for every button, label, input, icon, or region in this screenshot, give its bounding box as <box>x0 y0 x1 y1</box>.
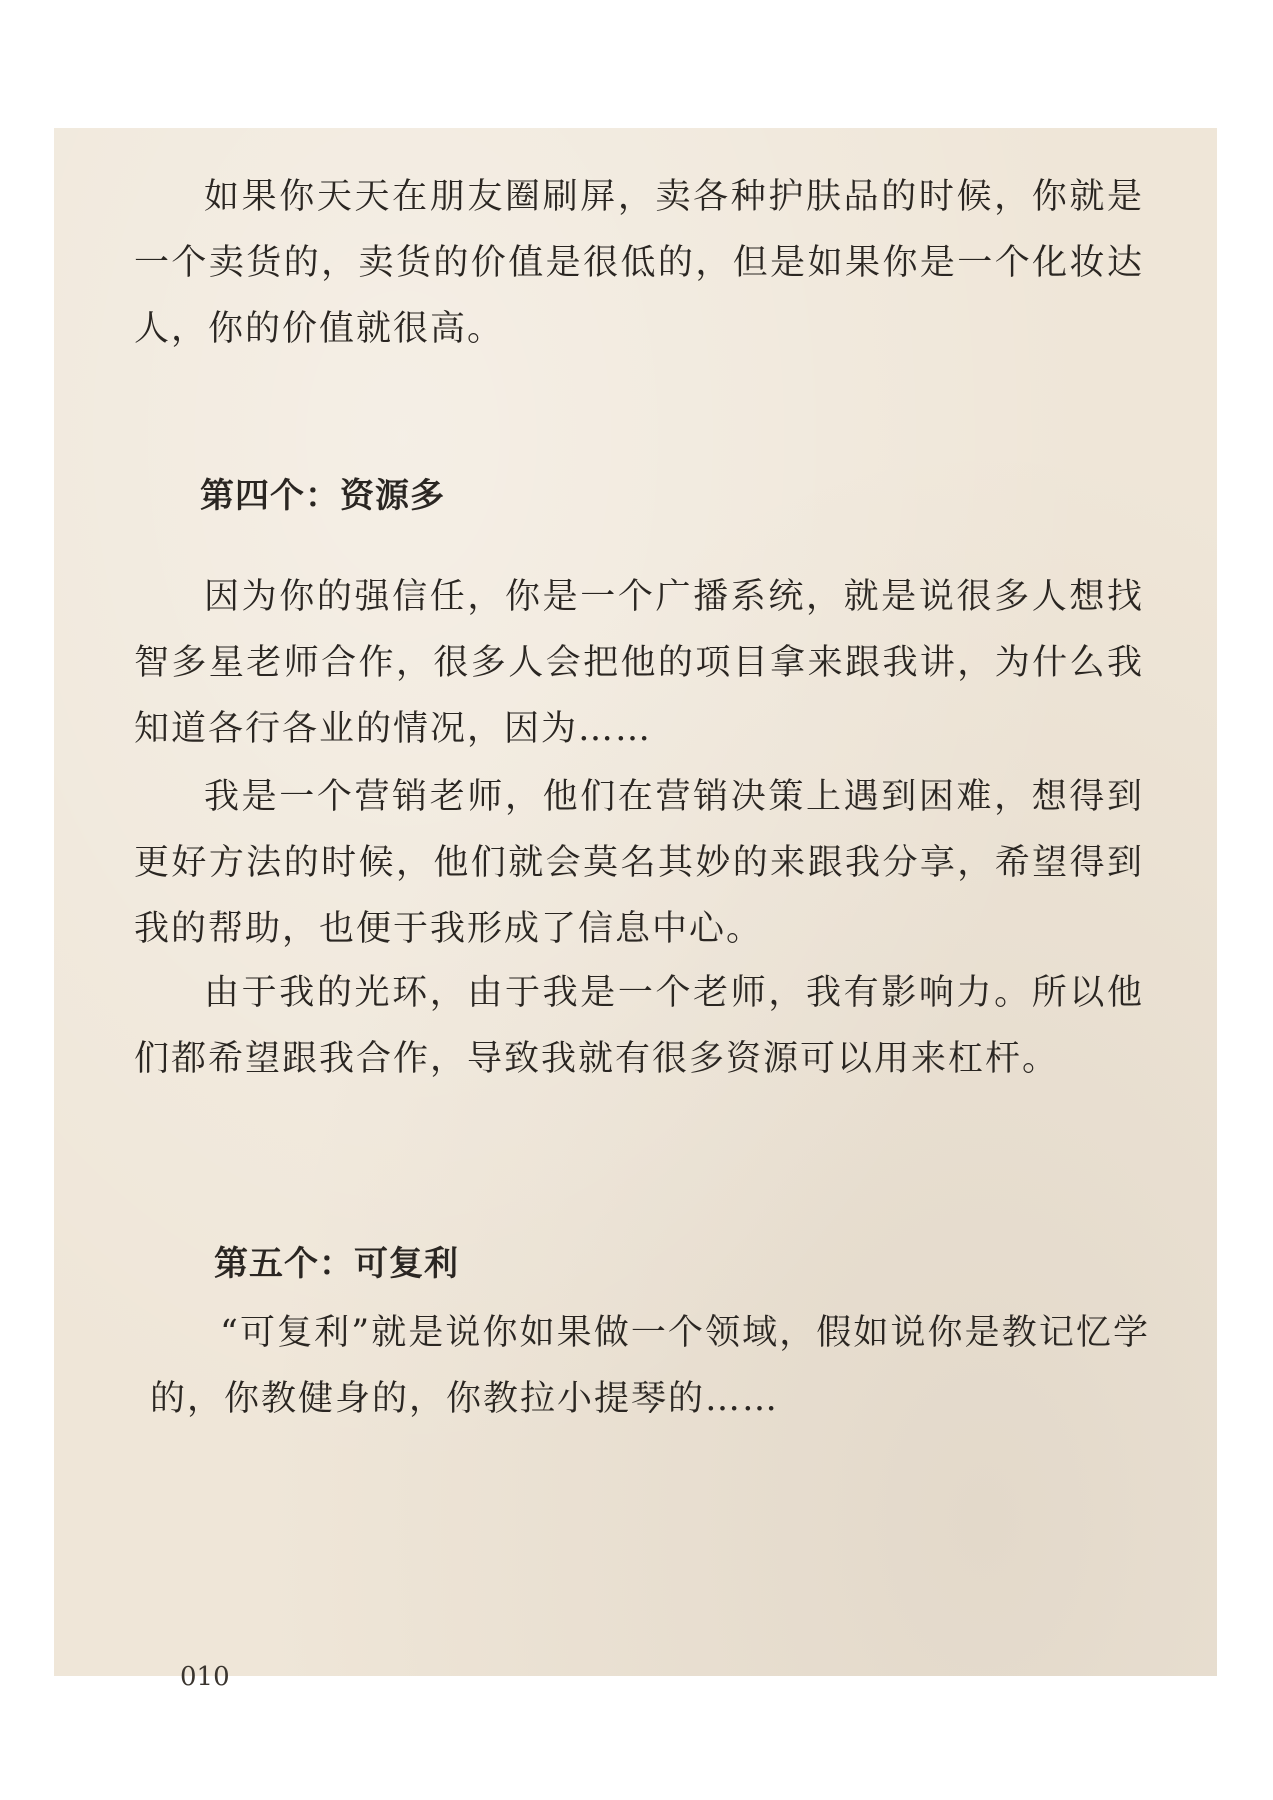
book-page <box>54 128 1217 1692</box>
paragraph-4: 由于我的光环，由于我是一个老师，我有影响力。所以他们都希望跟我合作，导致我就有很多资源可以用来杠杆。 <box>134 973 1144 1079</box>
paragraph-2: 因为你的强信任，你是一个广播系统，就是说很多人想找智多星老师合作，很多人会把他的项目拿来跟我讲，为什么我知道各行各业的情况，因为…… <box>134 577 1144 749</box>
heading-resources: 第四个：资源多 <box>200 476 445 516</box>
paragraph-1: 如果你天天在朋友圈刷屏，卖各种护肤品的时候，你就是一个卖货的，卖货的价值是很低的，但是如果你是一个化妆达人，你的价值就很高。 <box>134 177 1144 349</box>
heading-compounding: 第五个：可复利 <box>214 1244 459 1284</box>
paragraph-5: “可复利”就是说你如果做一个领域，假如说你是教记忆学的，你教健身的，你教拉小提琴的…… <box>150 1313 1150 1419</box>
page-number: 010 <box>180 1662 230 1692</box>
paragraph-3: 我是一个营销老师，他们在营销决策上遇到困难，想得到更好方法的时候，他们就会莫名其妙的来跟我分享，希望得到我的帮助，也便于我形成了信息中心。 <box>134 777 1144 949</box>
